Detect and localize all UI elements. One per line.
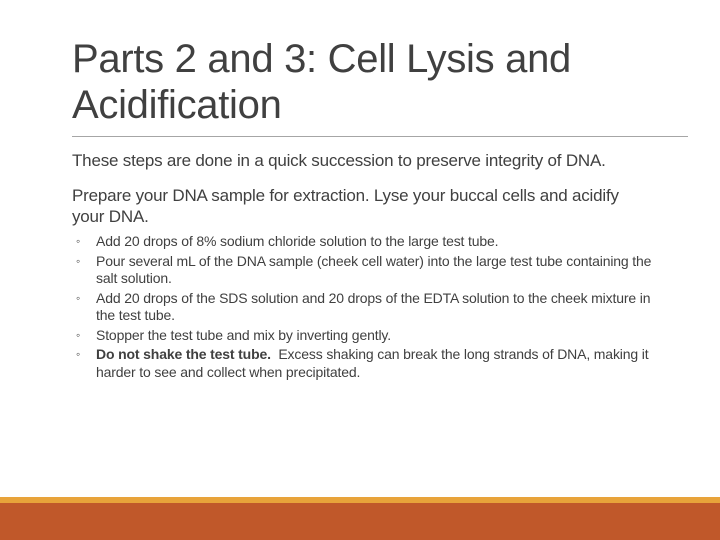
- prep-paragraph: Prepare your DNA sample for extraction. Lyse your buccal cells and acidify your DNA.: [72, 186, 619, 226]
- bullet-circle-icon: ◦: [76, 290, 81, 305]
- slide-title: Parts 2 and 3: Cell Lysis and Acidification: [72, 37, 571, 127]
- step-text: Pour several mL of the DNA sample (cheek cell water) into the large test tube containing the salt solution.: [96, 252, 652, 286]
- step-text: Add 20 drops of 8% sodium chloride solution to the large test tube.: [96, 233, 499, 249]
- footer-accent-bar: [0, 503, 720, 540]
- title-divider: [72, 136, 688, 137]
- bullet-circle-icon: ◦: [76, 234, 81, 248]
- warning-text: Do not shake the test tube.: [96, 346, 271, 362]
- bullet-circle-icon: ◦: [76, 347, 81, 361]
- bullet-circle-icon: ◦: [76, 327, 81, 342]
- list-item: [76, 290, 656, 325]
- step-text: Stopper the test tube and mix by inverting gently.: [96, 326, 391, 343]
- step-text: Excess shaking can break the long strands of DNA, making it harder to see and collect when precipitated.: [96, 346, 653, 380]
- list-item: [76, 327, 656, 345]
- steps-list: [76, 233, 656, 383]
- list-item: [76, 233, 656, 251]
- list-item: [76, 253, 656, 288]
- bullet-circle-icon: ◦: [76, 253, 81, 268]
- intro-paragraph: These steps are done in a quick succession to preserve integrity of DNA.: [72, 151, 606, 170]
- list-item: [76, 346, 656, 381]
- step-text: Add 20 drops of the SDS solution and 20 drops of the EDTA solution to the cheek mixture in the test tube.: [96, 289, 651, 323]
